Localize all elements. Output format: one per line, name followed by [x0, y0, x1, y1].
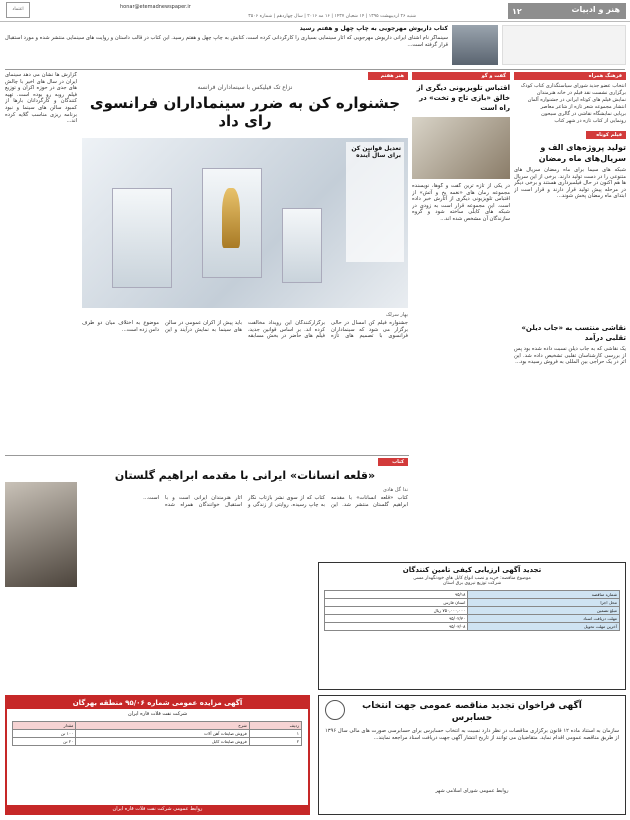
auction-company: شرکت نفت فلات قاره ایران — [127, 711, 188, 717]
sidebar-tag: فرهنگ همراه — [514, 72, 626, 80]
left-body: گزارش ها نشان می دهد سینمای ایران در سال های اخیر با چالش های جدی در حوزه اکران و توزیع فیلم روبه رو بوده است. تهیه کنندگان و کارگردانان بارها از کمبود سالن های سینما و نبود برنامه ریزی مناسب گلایه کرده اند... — [5, 72, 77, 125]
auction-cell: ۲۰ تن — [13, 738, 76, 746]
auction-ad — [5, 695, 310, 815]
feature-tag: فیلم کوتاه — [586, 131, 626, 139]
tender-cell: محل اجرا — [468, 599, 620, 607]
section-name: هنر و ادبیات — [571, 5, 620, 14]
auction-cell: ۲ — [249, 738, 301, 746]
tender-subtitle: موضوع مناقصه: خرید و نصب انواع کابل های خودنگهدار مسی — [413, 576, 531, 581]
tender-cell: مهلت دریافت اسناد — [468, 615, 620, 623]
second-title: نقاشی منتسب به «جاب دیلن» تقلبی درآمد — [521, 324, 626, 342]
top-story-title: کتاب داریوش مهرجویی به چاپ چهل و هفتم رسید — [299, 25, 448, 32]
auction-cell: فروش ضایعات آهن آلات — [76, 730, 249, 738]
sidebar-bullet: انتخاب عضو جدید شورای سیاستگذاری کتاب کودک — [520, 83, 626, 89]
divider — [5, 69, 625, 70]
tender-cell: آخرین مهلت تحویل — [468, 623, 620, 631]
book-tag: کتاب — [378, 458, 408, 466]
main-story — [82, 72, 408, 452]
main-body: جشنواره فیلم کن امسال در حالی برگزار می شود که سینماداران فرانسوی با تصمیم های تازه برگزارکنندگان این رویداد مخالفت کرده اند. بر اساس قوانین جدید، فیلم های حاضر در بخش مسابقه باید پیش از اکران عمومی در سالن های سینما به نمایش درآیند و این موضوع به اختلاف میان دو طرف دامن زده است... — [82, 320, 408, 340]
feature-title: تولید پروژه‌های الف و سریال‌های ماه رمضان — [538, 143, 626, 163]
top-story-body: سینماگر نام آشنای ایرانی داریوش مهرجویی که آثار سینمایی بسیاری را کارگردانی کرده است، کتابش به چاپ چهل و هفتم رسید. این کتاب در قالب داستان و روایت های سینمایی منتشر شده و مورد استقبال قرار گرفته است... — [5, 35, 448, 48]
interview-photo — [412, 117, 510, 179]
top-story — [5, 25, 448, 67]
tender-cell: ۹۵/۰۲/۳۰ — [325, 615, 468, 623]
tender-table — [324, 590, 620, 631]
tender-cell: ۹۵/۰۳/۰۸ — [325, 623, 468, 631]
tender-cell: ۷۵۰,۰۰۰,۰۰۰ ریال — [325, 607, 468, 615]
interview-body: در یکی از تازه ترین گفت و گوها، نویسنده مجموعه رمان های «نغمه یخ و آتش» از اقتباس تلویزیونی دیگری از آثارش خبر داده است. این مجموعه قرار است به زودی در شبکه های کابلی ساخته شود و گروه سازندگان آن مشخص شده اند... — [412, 183, 510, 222]
auction-title: آگهی مزایده عمومی شماره ۹۵/۰۶ منطقه بهرگان — [7, 697, 308, 709]
main-title: جشنواره کن به ضرر سینماداران فرانسوی رای داد — [89, 94, 401, 130]
tender-cell: استان فارس — [325, 599, 468, 607]
trophy-crystal — [282, 208, 322, 283]
auction-footer: روابط عمومی شرکت نفت فلات قاره ایران — [7, 805, 308, 813]
auction-cell: ۱۰۰ تن — [13, 730, 76, 738]
auction-cell: فروش ضایعات کابل — [76, 738, 249, 746]
header-ad — [502, 25, 626, 65]
emblem-icon — [325, 700, 345, 720]
interview-tag: گفت و گو — [412, 72, 510, 80]
second-body: یک نقاشی که به جاب دیلن نسبت داده شده بود پس از بررسی کارشناسان تقلبی تشخیص داده شد. این اثر در یک حراجی بین المللی به فروش رسیده بود... — [514, 346, 626, 366]
gold-palm — [222, 188, 240, 248]
sidebar-bullet: انتشار مجموعه شعر تازه از شاعر معاصر — [540, 104, 626, 110]
interview-column — [412, 72, 510, 552]
feature-body: شبکه های سیما برای ماه رمضان سریال های متنوعی را در دست تولید دارند. برخی از این سریال ها هم اکنون در حال فیلمبرداری هستند و برخی دیگر در مرحله پیش تولید قرار دارند و قرار است از ابتدای ماه رمضان پخش شوند... — [514, 167, 626, 200]
caption-title: تعدیل قوانین کن برای سال آینده — [351, 145, 401, 159]
tender-cell: مبلغ تضمین — [468, 607, 620, 615]
section-email: honar@etemadnewspaper.ir — [120, 4, 191, 10]
section-tag — [508, 3, 626, 19]
tender-company: شرکت توزیع نیروی برق استان — [442, 581, 502, 586]
author-photo — [452, 25, 498, 65]
divider — [5, 455, 409, 456]
dateline: شنبه ۲۶ اردیبهشت ۱۳۹۵ | ۱۴ شعبان ۱۴۳۷ | ۱۶ مه ۲۰۱۶ | سال چهاردهم | شماره ۳۵۰۶ — [248, 14, 416, 19]
newspaper-logo: اعتماد — [6, 2, 30, 18]
tender-title: تجدید آگهی ارزیابی کیفی تامین کنندگان — [402, 566, 542, 574]
right-sidebar — [514, 72, 626, 542]
auction-cell: مقدار — [13, 722, 76, 730]
trophy-crystal — [112, 188, 172, 288]
tender-cell: ۹۵/۱۸ — [325, 591, 468, 599]
tender2-body: سازمان به استناد ماده ۱۲ قانون برگزاری مناقصات در نظر دارد نسبت به انتخاب حسابرس برای حسابرسی صورت های مالی سال ۱۳۹۶ از طریق مناقصه عمومی اقدام نماید. متقاضیان می توانند از تاریخ انتشار آگهی جهت دریافت اسناد مراجعه نمایند... — [325, 728, 619, 741]
left-column — [5, 72, 77, 457]
sidebar-bullet: نمایش فیلم های کوتاه ایرانی در جشنواره آلمان — [527, 97, 626, 103]
auction-cell: ۱ — [249, 730, 301, 738]
palme-dor-photo — [82, 138, 408, 308]
photo-caption — [346, 142, 404, 262]
sidebar-bullet: برگزاری نشست نقد فیلم در خانه هنرمندان — [536, 90, 626, 96]
page-header — [0, 0, 630, 22]
interview-title: اقتباس تلویزیونی دیگری از خالق «بازی تاج و تخت» در راه است — [416, 84, 510, 112]
main-kicker: نزاع تک فیلیکس با سینماداران فرانسه — [197, 84, 293, 91]
book-body: کتاب «قلعه انسانات» با مقدمه ابراهیم گلستان منتشر شد. این کتاب که از سوی نشر بازتاب نگار به چاپ رسیده، روایتی از زندگی و آثار هنرمندان ایرانی است و با استقبال خوانندگان همراه شده است... — [143, 495, 408, 508]
tender-ad — [318, 562, 626, 690]
sidebar-bullet: رونمایی از کتاب تازه در شهر کتاب — [554, 118, 626, 124]
tender2-footer: روابط عمومی شورای اسلامی شهر — [435, 788, 509, 794]
tender2-title: آگهی فراخوان تجدید مناقصه عمومی جهت انتخاب حسابرس — [362, 701, 582, 723]
tender-cell: شماره مناقصه — [468, 591, 620, 599]
auction-cell: شرح — [76, 722, 249, 730]
main-byline: بهار سرلک — [385, 312, 408, 318]
actor-photo — [5, 482, 77, 587]
auction-table — [12, 721, 302, 746]
page-number: ۱۲ — [512, 7, 522, 16]
main-tag: هنر هفتم — [368, 72, 408, 80]
sidebar-bullet: برپایی نمایشگاه نقاشی در گالری سیحون — [541, 111, 626, 117]
tender2-ad — [318, 695, 626, 815]
book-byline: ندا گل هادی — [382, 487, 408, 493]
auction-cell: ردیف — [249, 722, 301, 730]
book-title: «قلعه انسانات» ایرانی با مقدمه ابراهیم گلستان — [114, 469, 376, 482]
